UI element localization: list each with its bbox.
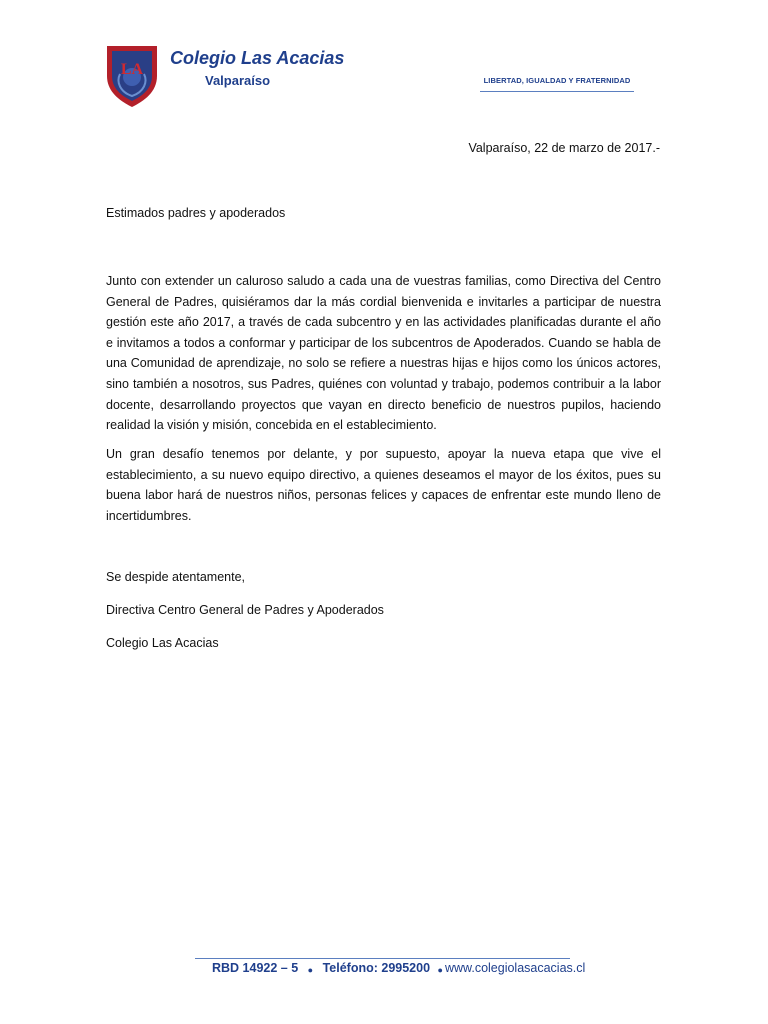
school-name: Colegio Las Acacias	[170, 48, 345, 68]
school-motto: LIBERTAD, IGUALDAD Y FRATERNIDAD	[483, 76, 631, 85]
crest-letters: LA	[120, 61, 144, 78]
letter-closing: Se despide atentamente,	[106, 570, 245, 584]
letter-paragraph: Junto con extender un caluroso saludo a cada una de vuestras familias, como Directiva del Centro General de Padres, quisiéramos dar la más cordial bienvenida e invitarles a participar de nuestra gestión este año 2017, a través de cada subcentro y en las actividades planificadas durante el año e invitamos a todos a conformar y participar de los subcentros de Apoderados. Cuando se habla de una Comunidad de aprendizaje, no solo se refiere a nuestras hijas e hijos como los únicos actores, sino también a nosotros, sus Padres, quiénes con voluntad y trabajo, podemos contribuir a la labor docente, desarrollando proyectos que vayan en directo beneficio de nuestros pupilos, haciendo realidad la visión y misión, concebida en el establecimiento.	[106, 274, 661, 433]
footer-website-link[interactable]: www.colegiolasacacias.cl	[444, 961, 586, 975]
footer-bullet-icon: ●	[307, 965, 314, 975]
letter-date: Valparaíso, 22 de marzo de 2017.-	[468, 141, 660, 155]
school-city: Valparaíso	[205, 73, 271, 88]
school-crest-logo	[106, 44, 158, 108]
footer-rbd: RBD 14922 – 5	[212, 961, 299, 975]
signature-line-2: Colegio Las Acacias	[106, 636, 219, 650]
letter-paragraph: Un gran desafío tenemos por delante, y por supuesto, apoyar la nueva etapa que vive el establecimiento, a su nuevo equipo directivo, a quienes deseamos el mayor de los éxitos, pues su buena labor hará de nuestros niños, personas felices y capaces de enfrentar este mundo lleno de incertidumbres.	[106, 447, 661, 523]
motto-underline	[480, 91, 634, 92]
letter-greeting: Estimados padres y apoderados	[106, 206, 286, 220]
footer-divider	[195, 958, 570, 959]
footer-bullet-icon: ●	[437, 965, 443, 975]
footer-phone: Teléfono: 2995200	[322, 961, 431, 975]
signature-line-1: Directiva Centro General de Padres y Apoderados	[106, 603, 384, 617]
footer-contact	[212, 961, 585, 975]
